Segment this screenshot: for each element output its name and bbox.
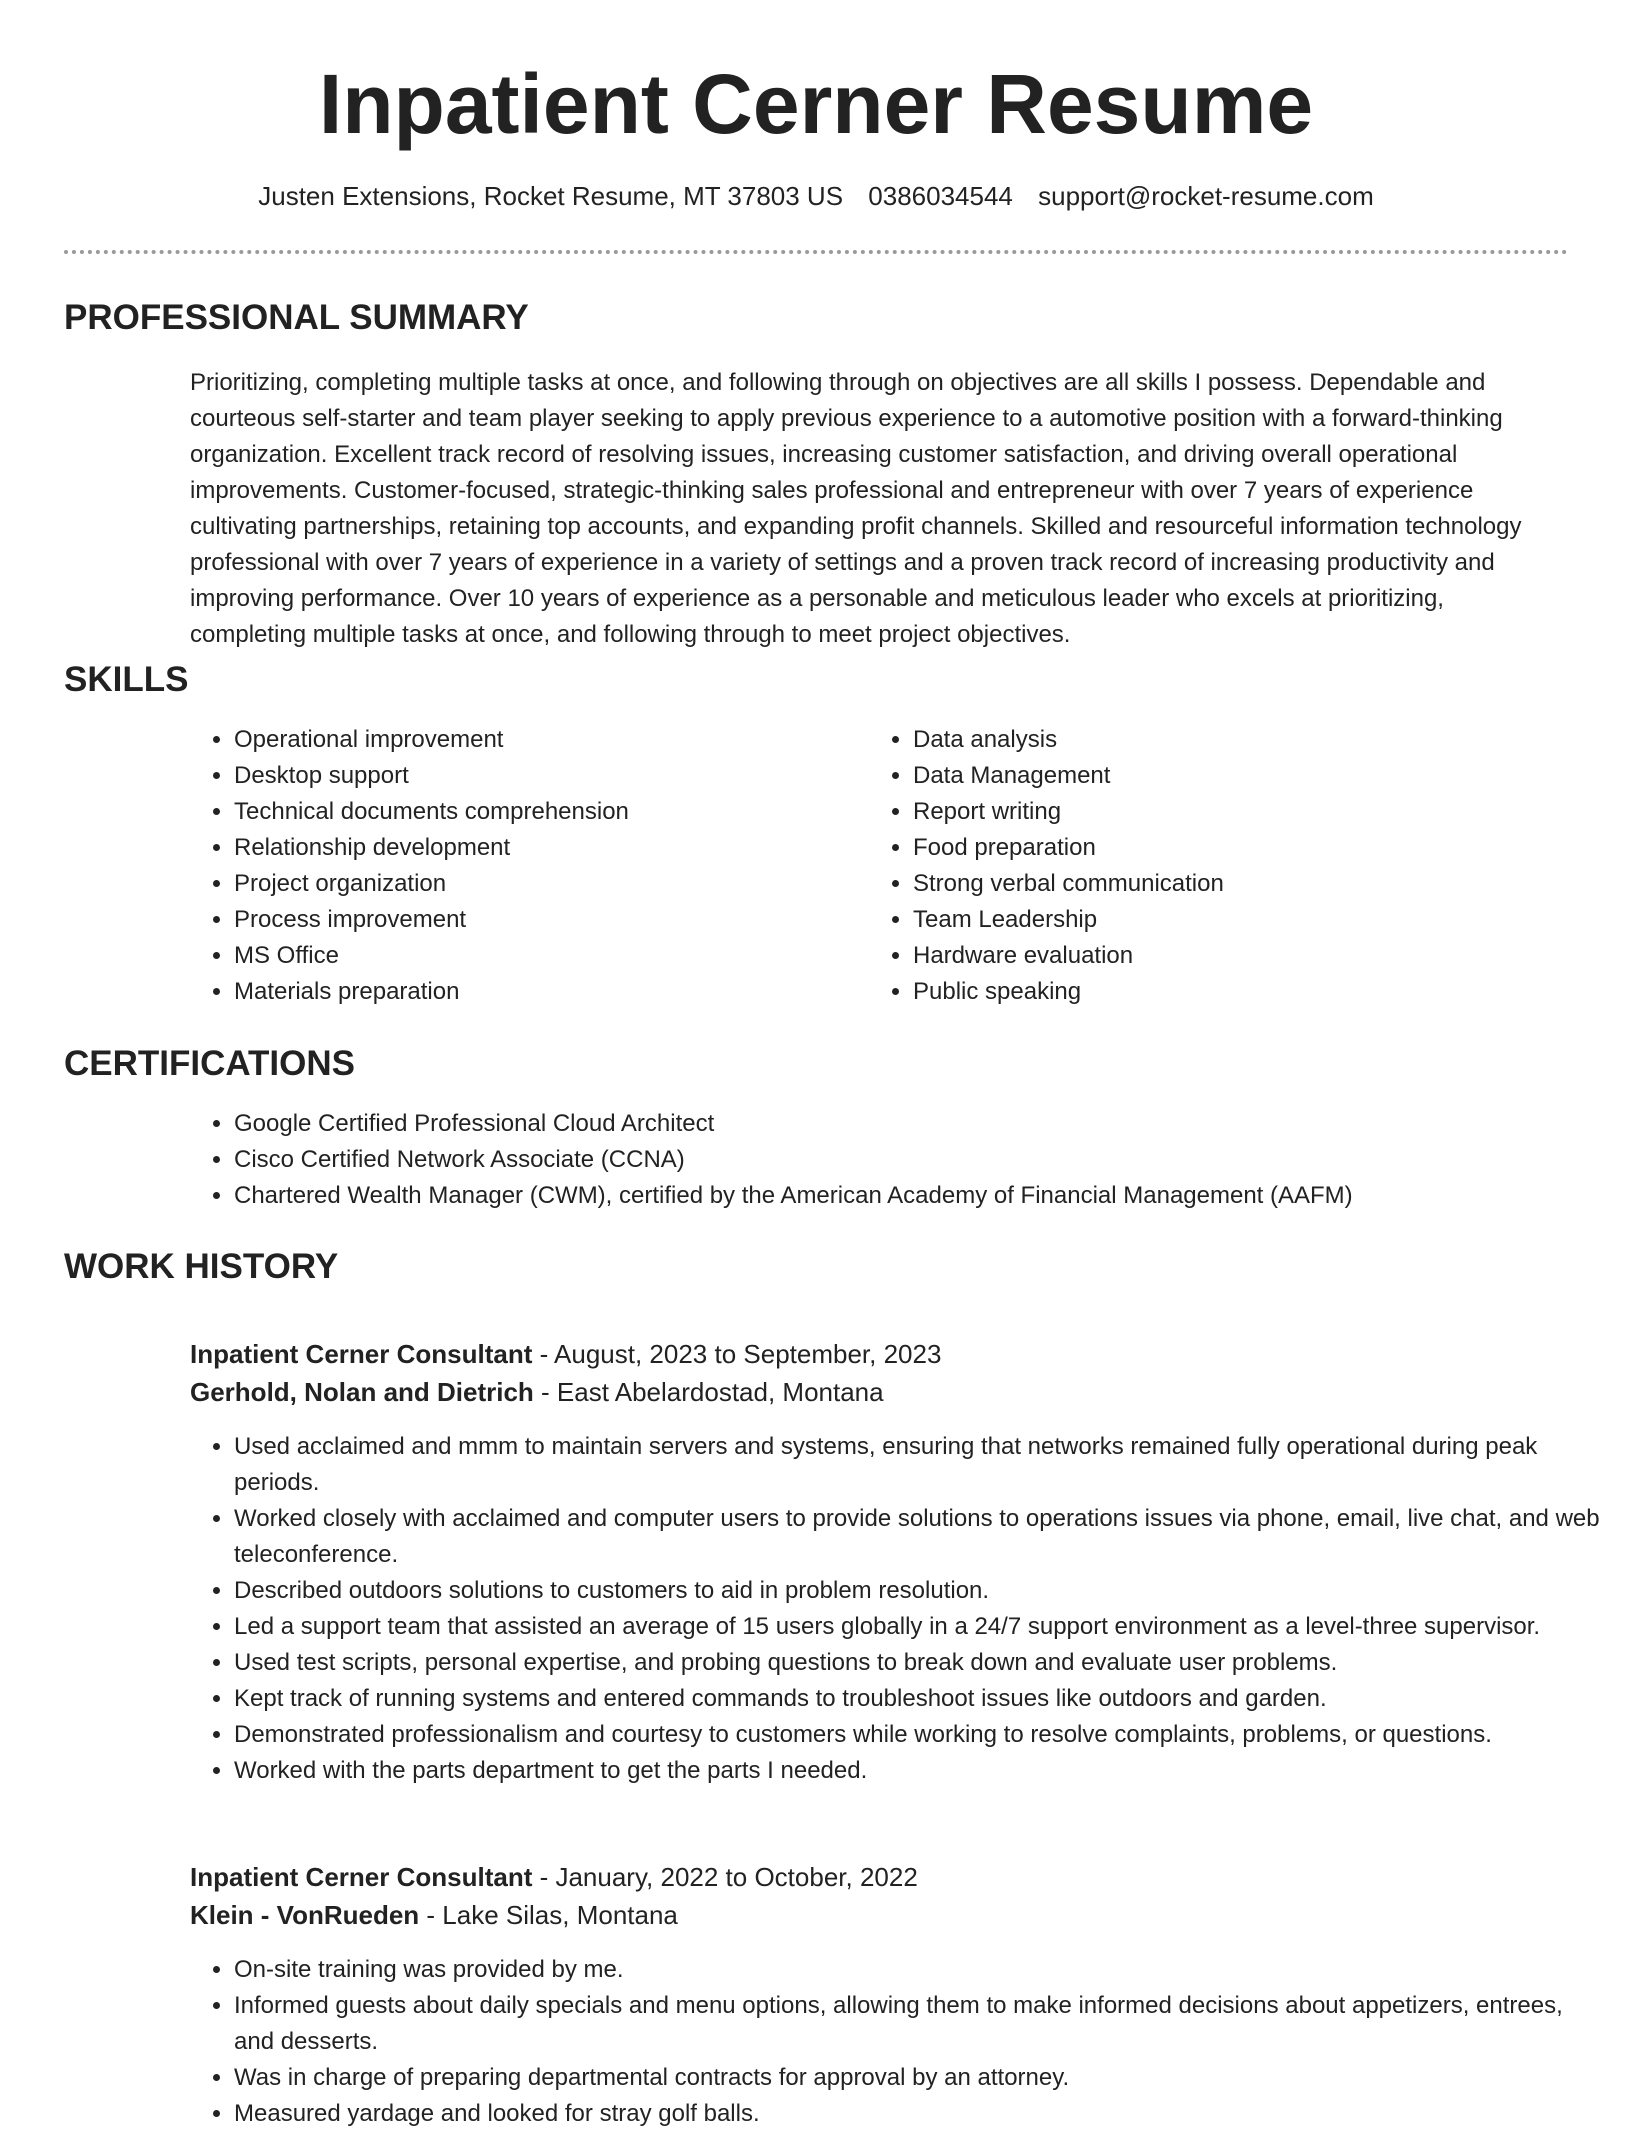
job-location: - East Abelardostad, Montana	[533, 1377, 884, 1407]
job-title-line	[190, 1858, 918, 1896]
certifications-heading: CERTIFICATIONS	[64, 1044, 356, 1083]
skills-heading: SKILLS	[64, 660, 189, 699]
list-item: • Technical documents comprehension	[234, 794, 834, 830]
list-item: • Informed guests about daily specials and menu options, allowing them to make informed decisions about appetizers, entrees, and desserts.	[234, 1988, 1609, 2060]
summary-text: Prioritizing, completing multiple tasks at once, and following through on objectives are all skills I possess. Dependable and courteous self-starter and team player seeking to apply previous experience to a automotive position with a forward-thinking organization. Excellent track record of resolving issues, increasing customer satisfaction, and driving overall operational improvements. Customer-focused, strategic-thinking sales professional and entrepreneur with over 7 years of experience cultivating partnerships, retaining top accounts, and expanding profit channels. Skilled and resourceful information technology professional with over 7 years of experience in a variety of settings and a proven track record of increasing productivity and improving performance. Over 10 years of experience as a personable and meticulous leader who excels at prioritizing, completing multiple tasks at once, and following through to meet project objectives.	[190, 369, 1522, 648]
skills-list-left	[190, 722, 834, 1010]
job-company-line	[190, 1373, 884, 1411]
list-item: • On-site training was provided by me.	[234, 1952, 1609, 1988]
list-item: • Report writing	[913, 794, 1513, 830]
list-item: • Used acclaimed and mmm to maintain servers and systems, ensuring that networks remained fully operational during peak periods.	[234, 1429, 1609, 1501]
job-company: Klein - VonRueden	[190, 1900, 420, 1930]
list-item: • Materials preparation	[234, 974, 834, 1010]
list-item: • Process improvement	[234, 902, 834, 938]
list-item: • Desktop support	[234, 758, 834, 794]
job-bullets	[190, 1952, 1609, 2132]
list-item: • Relationship development	[234, 830, 834, 866]
list-item: • Worked closely with acclaimed and computer users to provide solutions to operations issues via phone, email, live chat, and web teleconference.	[234, 1501, 1609, 1573]
list-item: • Worked with the parts department to get the parts I needed.	[234, 1753, 1609, 1789]
list-item: • Measured yardage and looked for stray golf balls.	[234, 2096, 1609, 2132]
job-dates: - August, 2023 to September, 2023	[532, 1339, 942, 1369]
summary-heading: PROFESSIONAL SUMMARY	[64, 298, 529, 337]
list-item: • Operational improvement	[234, 722, 834, 758]
list-item: • Demonstrated professionalism and courtesy to customers while working to resolve complaints, problems, or questions.	[234, 1717, 1609, 1753]
job-title-line	[190, 1335, 941, 1373]
list-item: • Project organization	[234, 866, 834, 902]
list-item: • Google Certified Professional Cloud Architect	[234, 1106, 1609, 1142]
job-bullets	[190, 1429, 1609, 1789]
list-item: • Data analysis	[913, 722, 1513, 758]
job-title: Inpatient Cerner Consultant	[190, 1339, 533, 1369]
contact-email: support@rocket-resume.com	[1038, 181, 1374, 211]
list-item: • Food preparation	[913, 830, 1513, 866]
header-divider	[64, 250, 1568, 254]
list-item: • Chartered Wealth Manager (CWM), certified by the American Academy of Financial Management (AAFM)	[234, 1178, 1609, 1214]
list-item: • Cisco Certified Network Associate (CCNA)	[234, 1142, 1609, 1178]
job-location: - Lake Silas, Montana	[419, 1900, 678, 1930]
job-dates: - January, 2022 to October, 2022	[532, 1862, 918, 1892]
contact-phone: 0386034544	[868, 181, 1013, 211]
list-item: • Hardware evaluation	[913, 938, 1513, 974]
job-title: Inpatient Cerner Consultant	[190, 1862, 533, 1892]
list-item: • Described outdoors solutions to customers to aid in problem resolution.	[234, 1573, 1609, 1609]
resume-title: Inpatient Cerner Resume	[318, 57, 1314, 151]
job-company-line	[190, 1896, 678, 1934]
list-item: • Was in charge of preparing departmental contracts for approval by an attorney.	[234, 2060, 1609, 2096]
list-item: • Public speaking	[913, 974, 1513, 1010]
certifications-list	[190, 1106, 1609, 1214]
list-item: • Kept track of running systems and entered commands to troubleshoot issues like outdoors and garden.	[234, 1681, 1609, 1717]
contact-address: Justen Extensions, Rocket Resume, MT 37803 US	[258, 181, 844, 211]
skills-list-right	[869, 722, 1513, 1010]
contact-line	[0, 178, 1632, 214]
list-item: • Led a support team that assisted an average of 15 users globally in a 24/7 support environment as a level-three supervisor.	[234, 1609, 1609, 1645]
list-item: • Data Management	[913, 758, 1513, 794]
job-company: Gerhold, Nolan and Dietrich	[190, 1377, 534, 1407]
list-item: • MS Office	[234, 938, 834, 974]
list-item: • Used test scripts, personal expertise, and probing questions to break down and evaluate user problems.	[234, 1645, 1609, 1681]
list-item: • Team Leadership	[913, 902, 1513, 938]
list-item: • Strong verbal communication	[913, 866, 1513, 902]
work-history-heading: WORK HISTORY	[64, 1247, 339, 1286]
